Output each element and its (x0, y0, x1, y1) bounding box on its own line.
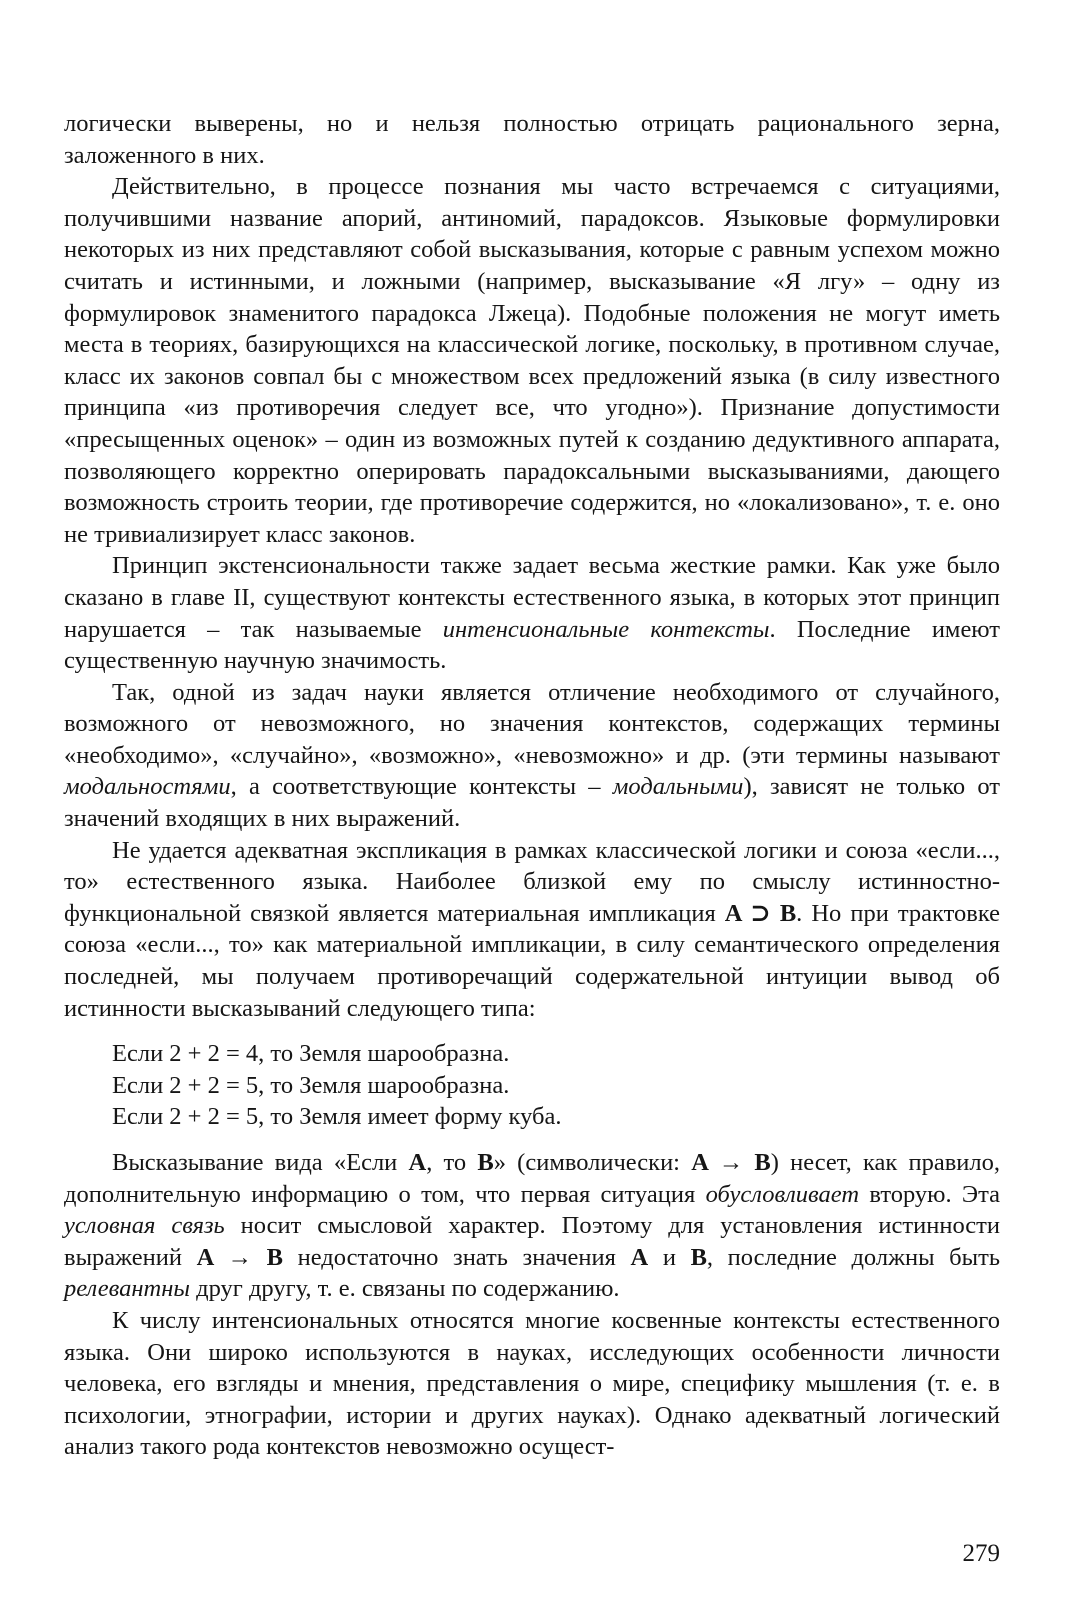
paragraph-6 (64, 1147, 1000, 1305)
formula: A ⊃ B (724, 899, 797, 927)
body-text (64, 108, 1000, 1463)
italic-term: обусловливает (705, 1180, 860, 1208)
example-line: Если 2 + 2 = 5, то Земля имеет форму куба. (112, 1103, 562, 1131)
italic-term: модальностями (64, 773, 231, 801)
italic-term: интенсиональные контексты (442, 615, 770, 643)
paragraph-3 (64, 550, 1000, 676)
text-run: , а соответствующие контексты – (230, 773, 613, 801)
formula: A (630, 1243, 649, 1271)
text-run: вторую. Эта (859, 1180, 1000, 1208)
formula: B (690, 1243, 707, 1271)
text-run: Высказывание вида «Если (112, 1149, 409, 1176)
text-run: друг другу, т. е. связаны по содержанию. (190, 1275, 620, 1303)
formula: A (408, 1149, 427, 1176)
text-run: , последние должны быть (706, 1243, 1000, 1271)
formula: B (477, 1149, 494, 1176)
example-list (112, 1038, 1000, 1133)
example-line: Если 2 + 2 = 4, то Земля шарообразна. (112, 1040, 510, 1068)
text-run: недостаточно знать значения (283, 1243, 631, 1271)
page-number: 279 (962, 1540, 1000, 1567)
text-run: , то (426, 1149, 478, 1176)
paragraph-7: К числу интенсиональных относятся многие косвенные контексты естественного языка. Они широко используются в науках, исследующих особенности личности человека, его взгляды и мнения, представления о мире, специфику мышления (т. е. в психологии, этнографии, истории и других науках). Однако адекватный логический анализ такого рода контекстов невозможно осущест- (64, 1306, 1000, 1461)
text-run: Не удается адекватная экспликация в рамках классической логики и союза «если..., то» естественного языка. Наиболее близкой ему по смыслу истинностно-функциональной связкой является материальная импликация (64, 836, 1000, 927)
paragraph-2: Действительно, в процессе познания мы часто встречаемся с ситуациями, получившими название апорий, антиномий, парадоксов. Языковые формулировки некоторых из них представляют собой высказывания, которые с равным успехом можно считать и истинными, и ложными (например, высказывание «Я лгу» – одну из формулировок знаменитого парадокса Лжеца). Подобные положения не могут иметь места в теориях, базирующихся на классической логике, поскольку, в противном случае, класс их законов совпал бы с множеством всех предложений языка (в силу известного принципа «из противоречия следует все, что угодно»). Признание допустимости «пресыщенных оценок» – один из возможных путей к созданию дедуктивного аппарата, позволяющего корректно оперировать парадоксальными высказываниями, дающего возможность строить теории, где противоречие содержится, но «локализовано», т. е. оно не тривиализирует класс законов. (64, 173, 1000, 548)
formula: A → B (196, 1243, 283, 1271)
text-run: . Но при трактовке союза «если..., то» как материальной импликации, в силу семантического определения последней, мы получаем противоречащий содержательной интуиции вывод об истинности высказываний следующего типа: (64, 899, 1000, 1022)
paragraph-1: логически выверены, но и нельзя полностью отрицать рационального зерна, заложенного в них. (64, 110, 1000, 169)
text-run: носит смысловой характер. Поэтому для установления истинности выражений (64, 1212, 1000, 1271)
text-run: . Последние имеют существенную научную значимость. (64, 615, 1000, 675)
text-run: ), зависят не только от значений входящих в них выражений. (64, 773, 1000, 833)
text-run: Принцип экстенсиональности также задает весьма жесткие рамки. Как уже было сказано в главе II, существуют контексты естественного языка, в которых этот принцип нарушается – так называемые (64, 552, 1000, 643)
text-run: ) несет, как правило, дополнительную информацию о том, что первая ситуация (64, 1149, 1001, 1208)
text-run: Так, одной из задач науки является отличение необходимого от случайного, возможного от невозможного, но значения контекстов, содержащих термины «необходимо», «случайно», «возможно», «невозможно» и др. (эти термины называют (64, 678, 1000, 769)
italic-term: релевантны (64, 1275, 190, 1303)
example-line: Если 2 + 2 = 5, то Земля шарообразна. (112, 1071, 510, 1099)
italic-term: модальными (612, 773, 744, 801)
text-run: и (648, 1243, 691, 1271)
paragraph-4 (64, 677, 1000, 835)
text-run: » (символически: (493, 1149, 692, 1176)
paragraph-5 (64, 835, 1000, 1025)
formula: A → B (691, 1149, 771, 1176)
italic-term: условная связь (64, 1212, 225, 1240)
